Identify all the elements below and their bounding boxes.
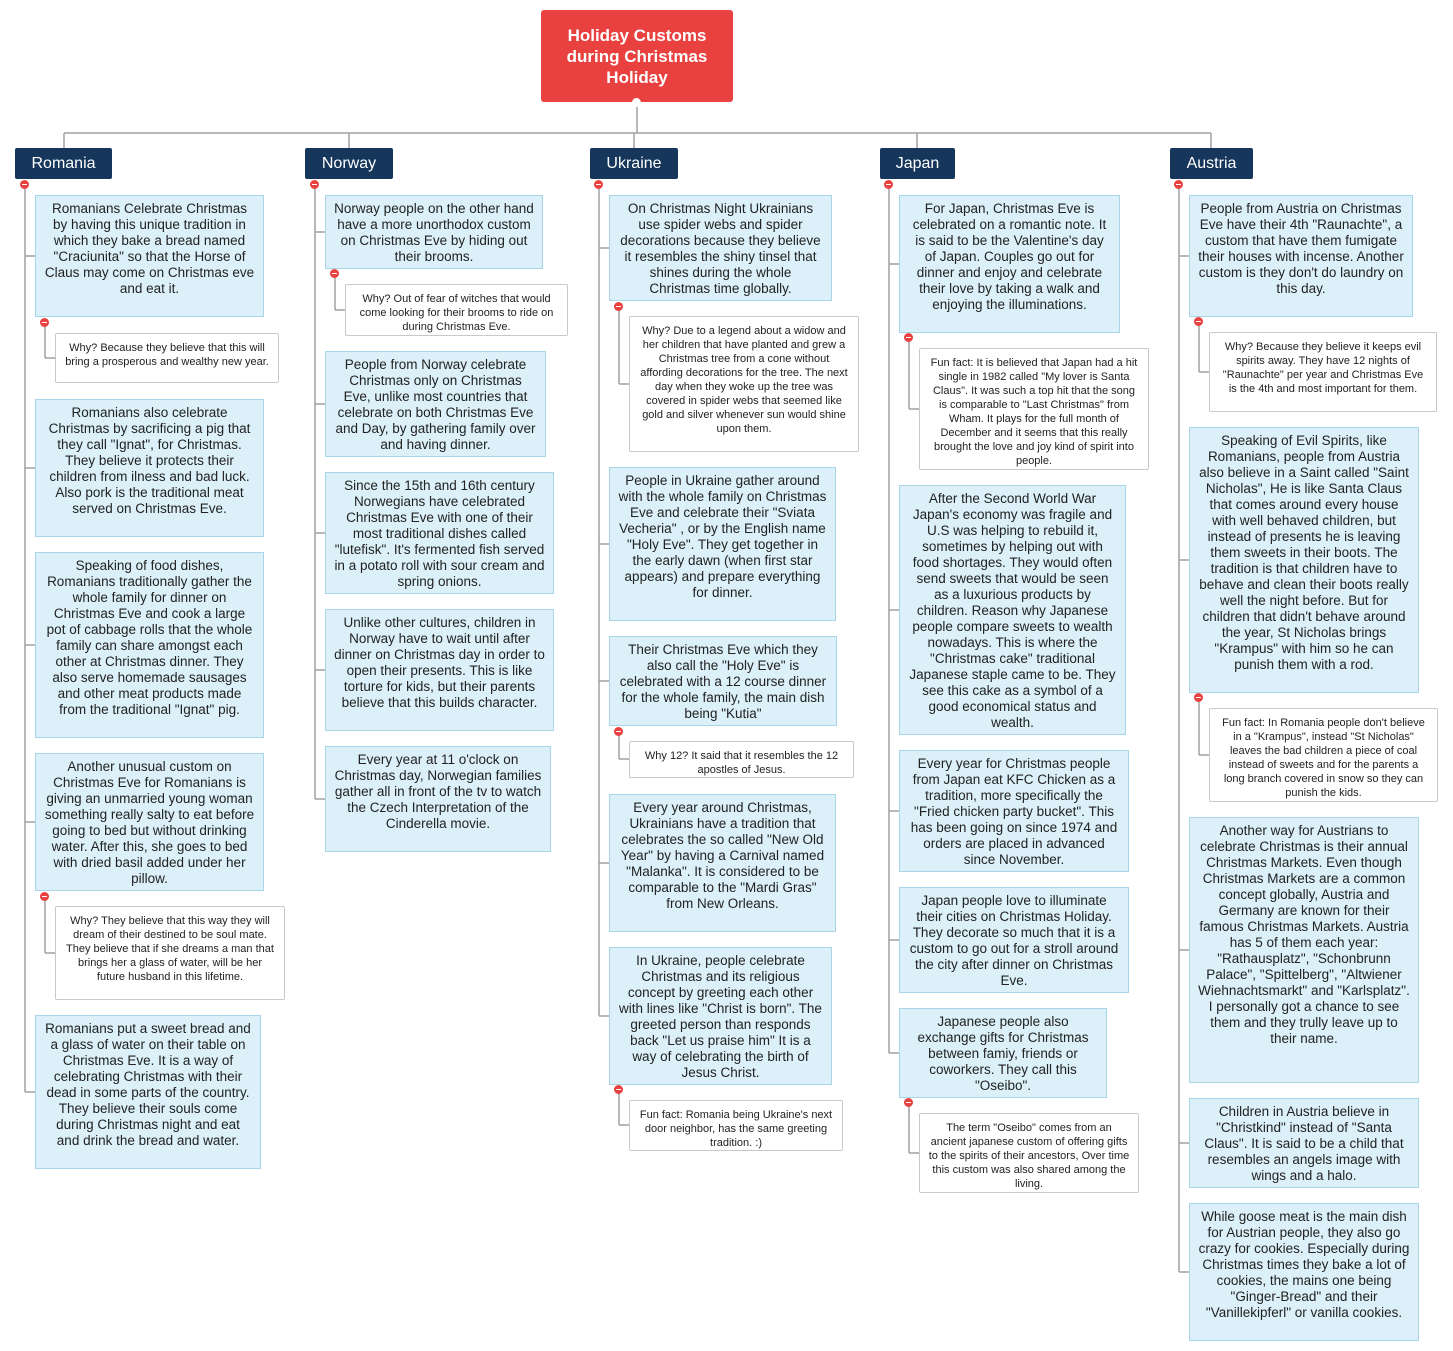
romania-item-1[interactable]: Romanians Celebrate Christmas by having this unique tradition in which they bake a bread named "Craciunita" so that the Horse of Claus may come on Christmas eve and eat it. [35, 195, 264, 317]
japan-item-3[interactable]: Every year for Christmas people from Japan eat KFC Chicken as a tradition, more specifically the "Fried chicken party bucket". This has been going on since 1974 and orders are placed in advanced since November. [899, 750, 1129, 872]
japan-item-1[interactable]: For Japan, Christmas Eve is celebrated on a romantic note. It is said to be the Valentine's day of Japan. Couples go out for dinner and enjoy and celebrate their love by taking a walk and enjoying the illuminations. [899, 195, 1120, 333]
austria-note-2[interactable]: Fun fact: In Romania people don't believe in a "Krampus", instead "St Nicholas" leaves the bad children a piece of coal instead of sweets and for the parents a long branch covered in snow so they can punish the kids. [1209, 708, 1438, 802]
austria-item-4[interactable]: Children in Austria believe in "Christkind" instead of "Santa Claus". It is said to be a child that resembles an angels image with wings and a halo. [1189, 1098, 1419, 1188]
central-topic[interactable] [541, 10, 733, 102]
ukraine-item-2[interactable]: People in Ukraine gather around with the whole family on Christmas Eve and celebrate their "Sviata Vecheria" , or by the English name "Holy Eve". They get together in the early dawn (when first star appears) and prepare everything for dinner. [609, 467, 836, 621]
central-topic-title: Holiday Customs during Christmas Holiday [566, 25, 708, 87]
romania-note-4[interactable]: Why? They believe that this way they will dream of their destined to be soul mate. They believe that if she dreams a man that brings her a glass of water, will be her future husband in this lifetime. [55, 906, 285, 1000]
austria-note-1[interactable]: Why? Because they believe it keeps evil spirits away. They have 12 nights of "Raunachte" per year and Christmas Eve is the 4th and most important for them. [1209, 332, 1437, 412]
romania-item-5[interactable]: Romanians put a sweet bread and a glass of water on their table on Christmas Eve. It is a way of celebrating Christmas with their dead in some parts of the country. They believe their souls come during Christmas night and eat and drink the bread and water. [35, 1015, 261, 1169]
austria-item-2-collapse-icon[interactable] [1194, 693, 1203, 702]
japan-item-5-collapse-icon[interactable] [904, 1098, 913, 1107]
norway-item-1[interactable]: Norway people on the other hand have a more unorthodox custom on Christmas Eve by hiding out their brooms. [325, 195, 543, 269]
norway-item-3[interactable]: Since the 15th and 16th century Norwegians have celebrated Christmas Eve with one of their most traditional dishes called "lutefisk". It's fermented fish served in a potato roll with sour cream and spring onions. [325, 472, 554, 594]
topic-norway[interactable]: Norway [305, 148, 393, 179]
norway-item-4[interactable]: Unlike other cultures, children in Norway have to wait until after dinner on Christmas day in order to open their presents. This is like torture for kids, but their parents believe that this builds character. [325, 609, 554, 731]
austria-item-2[interactable]: Speaking of Evil Spirits, like Romanians, people from Austria also believe in a Saint called "Saint Nicholas", He is like Santa Claus that comes around every house with well behaved children, but instead of presents he is leaving them sweets in their boots. The tradition is that children have to behave and clean their boots really well the night before. But for children that didn't behave around the year, St Nicholas brings "Krampus" with him so he can punish them with a rod. [1189, 427, 1419, 693]
norway-note-1[interactable]: Why? Out of fear of witches that would come looking for their brooms to ride on during Christmas Eve. [345, 284, 568, 336]
topic-japan[interactable]: Japan [880, 148, 955, 179]
ukraine-item-4[interactable]: Every year around Christmas, Ukrainians have a tradition that celebrates the so called "New Old Year" by having a Carnival named "Malanka". It is considered to be comparable to the "Mardi Gras" from New Orleans. [609, 794, 836, 932]
norway-collapse-icon[interactable] [310, 180, 319, 189]
norway-item-2[interactable]: People from Norway celebrate Christmas only on Christmas Eve, unlike most countries that celebrate on both Christmas Eve and Day, by gathering family over and having dinner. [325, 351, 546, 457]
austria-item-3[interactable]: Another way for Austrians to celebrate Christmas is their annual Christmas Markets. Even though Christmas Markets are a common concept globally, Austria and Germany are known for their famous Christmas Markets. Austria has 5 of them each year: "Rathausplatz", "Schonbrunn Palace", "Spittelberg", "Altwiener Wiehnachtsmarkt" and "Karlsplatz". I personally got a chance to see them and they trully leave up to their name. [1189, 817, 1419, 1083]
ukraine-note-3[interactable]: Why 12? It said that it resembles the 12 apostles of Jesus. [629, 741, 854, 778]
ukraine-item-3-collapse-icon[interactable] [614, 727, 623, 736]
austria-collapse-icon[interactable] [1174, 180, 1183, 189]
romania-item-3[interactable]: Speaking of food dishes, Romanians traditionally gather the whole family for dinner on Christmas Eve and cook a large pot of cabbage rolls that the whole family can share amongst each other at Christmas dinner. They also serve homemade sausages and other meat products made from the traditional "Ignat" pig. [35, 552, 264, 738]
ukraine-note-5[interactable]: Fun fact: Romania being Ukraine's next door neighbor, has the same greeting tradition. :) [629, 1100, 843, 1151]
topic-austria[interactable]: Austria [1170, 148, 1253, 179]
root-anchor-dot [632, 98, 641, 107]
topic-romania[interactable]: Romania [15, 148, 112, 179]
japan-note-1[interactable]: Fun fact: It is believed that Japan had a hit single in 1982 called "My lover is Santa Claus". It was such a top hit that the song is comparable to "Last Christmas" from Wham. It plays for the full month of December and it seems that this really brought the love and joy kind of spirit into people. [919, 348, 1149, 470]
ukraine-item-1-collapse-icon[interactable] [614, 302, 623, 311]
romania-item-1-collapse-icon[interactable] [40, 318, 49, 327]
ukraine-collapse-icon[interactable] [594, 180, 603, 189]
austria-item-1-collapse-icon[interactable] [1194, 317, 1203, 326]
ukraine-item-5-collapse-icon[interactable] [614, 1085, 623, 1094]
topic-ukraine[interactable]: Ukraine [590, 148, 678, 179]
japan-item-1-collapse-icon[interactable] [904, 333, 913, 342]
japan-item-5[interactable]: Japanese people also exchange gifts for Christmas between famiy, friends or coworkers. They call this "Oseibo". [899, 1008, 1107, 1098]
ukraine-note-1[interactable]: Why? Due to a legend about a widow and her children that have planted and grew a Christmas tree from a cone without affording decorations for the tree. The next day when they woke up the tree was covered in spider webs that seemed like gold and silver whenever sun would shine upon them. [629, 316, 859, 452]
ukraine-item-3[interactable]: Their Christmas Eve which they also call the "Holy Eve" is celebrated with a 12 course dinner for the whole family, the main dish being "Kutia" [609, 636, 837, 726]
japan-note-5[interactable]: The term "Oseibo" comes from an ancient japanese custom of offering gifts to the spirits of their ancestors, Over time this custom was also shared among the living. [919, 1113, 1139, 1193]
japan-item-4[interactable]: Japan people love to illuminate their cities on Christmas Holiday. They decorate so much that it is a custom to go out for a stroll around the city after dinner on Christmas Eve. [899, 887, 1129, 993]
romania-note-1[interactable]: Why? Because they believe that this will bring a prosperous and wealthy new year. [55, 333, 279, 383]
norway-item-5[interactable]: Every year at 11 o'clock on Christmas day, Norwegian families gather all in front of the tv to watch the Czech Interpretation of the Cinderella movie. [325, 746, 551, 852]
austria-item-1[interactable]: People from Austria on Christmas Eve have their 4th "Raunachte", a custom that have them fumigate their houses with incense. Another custom is they don't do laundry on this day. [1189, 195, 1413, 317]
romania-item-2[interactable]: Romanians also celebrate Christmas by sacrificing a pig that they call "Ignat", for Christmas. They believe it protects their children from ilness and bad luck. Also pork is the traditional meat served on Christmas Eve. [35, 399, 264, 537]
norway-item-1-collapse-icon[interactable] [330, 269, 339, 278]
ukraine-item-1[interactable]: On Christmas Night Ukrainians use spider webs and spider decorations because they believe it resembles the shiny tinsel that shines during the whole Christmas time globally. [609, 195, 832, 301]
romania-collapse-icon[interactable] [20, 180, 29, 189]
romania-item-4-collapse-icon[interactable] [40, 892, 49, 901]
austria-item-5[interactable]: While goose meat is the main dish for Austrian people, they also go crazy for cookies. Especially during Christmas times they bake a lot of cookies, the mains one being "Ginger-Bread" and their "Vanillekipferl" or vanilla cookies. [1189, 1203, 1419, 1341]
ukraine-item-5[interactable]: In Ukraine, people celebrate Christmas and its religious concept by greeting each other with lines like "Christ is born". The greeted person than responds back "Let us praise him" It is a way of celebrating the birth of Jesus Christ. [609, 947, 832, 1085]
romania-item-4[interactable]: Another unusual custom on Christmas Eve for Romanians is giving an unmarried young woman something really salty to eat before going to bed but without drinking water. After this, she goes to bed with dried basil added under her pillow. [35, 753, 264, 891]
japan-item-2[interactable]: After the Second World War Japan's economy was fragile and U.S was helping to rebuild it, sometimes by helping out with food shortages. They would often send sweets that would be seen as a luxurious products by children. Reason why Japanese people compare sweets to wealth nowadays. This is where the "Christmas cake" traditional Japanese staple came to be. They see this cake as a symbol of a good economical status and wealth. [899, 485, 1126, 735]
japan-collapse-icon[interactable] [884, 180, 893, 189]
